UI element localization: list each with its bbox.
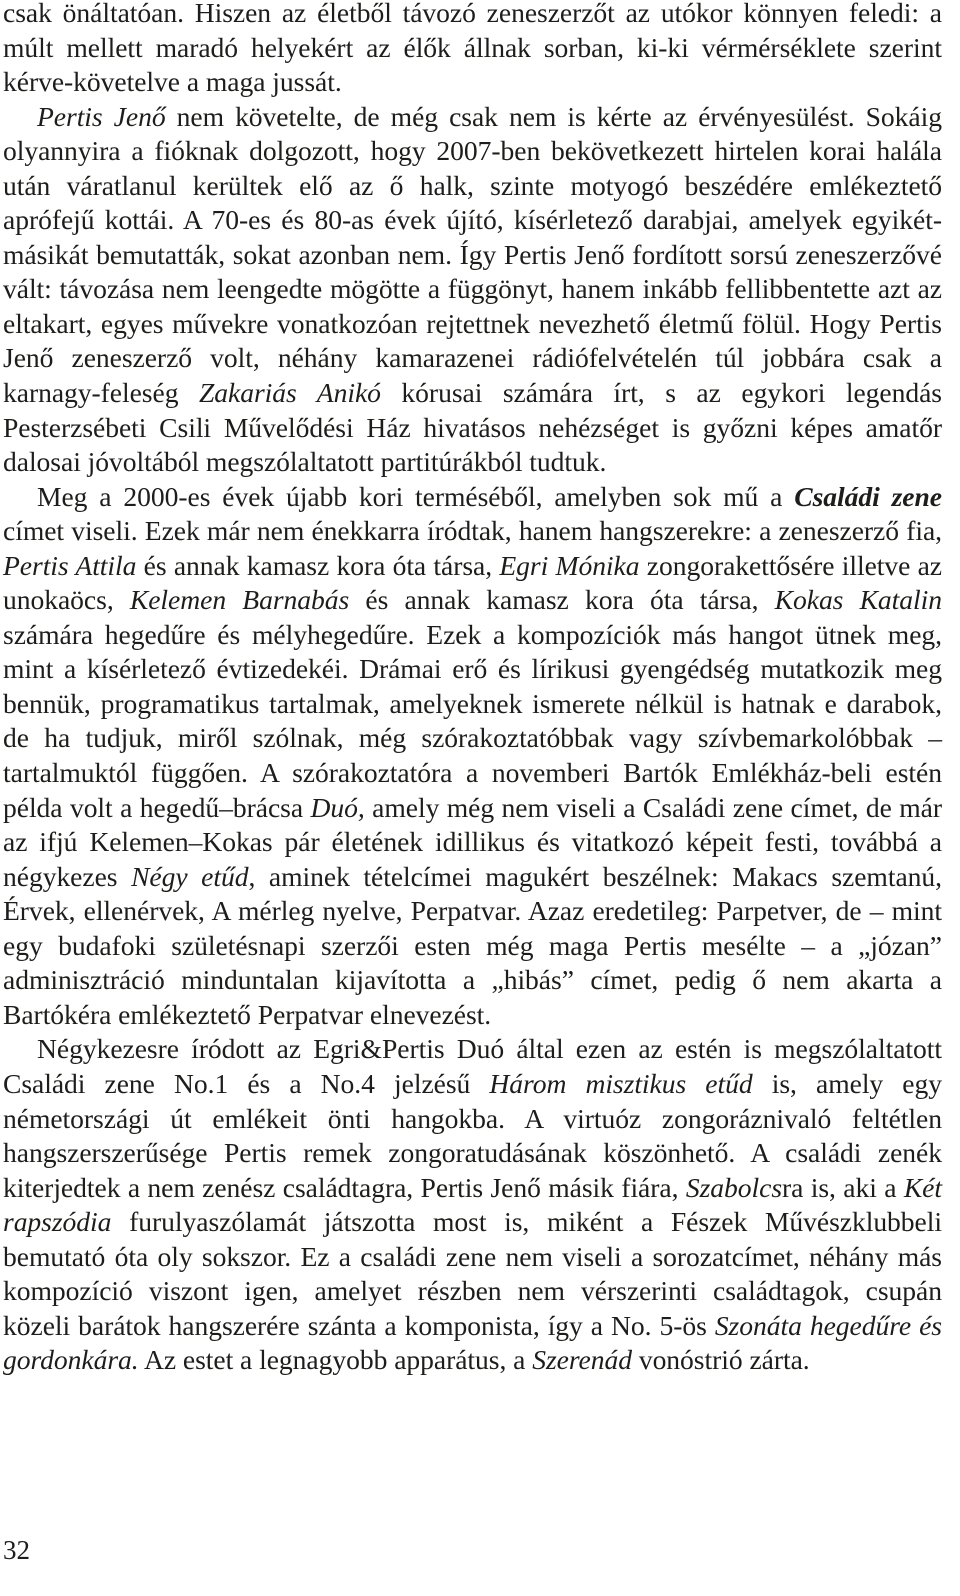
- italic-text: Pertis Jenő: [37, 100, 166, 132]
- text-run: is, amely egy németországi út emlékeit önti hangokba. A virtuóz zongoráznivaló feltétlen hangszerszerűsége Pertis remek zongoratudásának köszönhető. A családi zenék kiterjedtek a nem zenész családtagra, Pertis Jenő másik fiára,: [3, 1067, 942, 1203]
- italic-text: Kelemen Barnabás: [129, 584, 350, 616]
- paragraph: [3, 480, 942, 1033]
- paragraph: [3, 100, 942, 480]
- text-run: , aminek tételcímei magukért beszélnek: Makacs szemtanú, Érvek, ellenérvek, A mérleg nyelve, Perpatvar. Azaz eredetileg: Parpetver, de – mint egy budafoki születésnapi szerzői esten még maga Pertis mesélte – a „józan” adminisztráció minduntalan kijavította a „hibás” címet, pedig ő nem akarta a Bartókéra emlékeztető Perpatvar elnevezést.: [3, 860, 942, 1030]
- bold-title-text: [794, 481, 942, 512]
- text-run: és annak kamasz kora óta társa,: [349, 584, 775, 616]
- text-run: zongorakettősére illetve az unokaöcs,: [3, 549, 942, 616]
- paragraph: [3, 0, 942, 100]
- page-number: 32: [3, 1535, 30, 1565]
- italic-text: Egri Mónika: [499, 549, 640, 581]
- italic-text: Szabolcs: [685, 1171, 783, 1203]
- italic-text: Duó,: [310, 791, 365, 823]
- text-run: ra is, aki a: [782, 1171, 904, 1203]
- italic-text: Három misztikus etűd: [489, 1067, 753, 1099]
- italic-text: Négy etűd: [131, 860, 249, 892]
- text-run: amely még nem viseli a Családi zene címet, de már az ifjú Kelemen–Kokas pár életének idillikus és vitatkozó képeit festi, továbbá a négykezes: [3, 791, 942, 892]
- text-run: Meg a 2000-es évek újabb kori terméséből, amelyben sok mű a: [37, 480, 795, 512]
- text-run: vonóstrió zárta.: [631, 1344, 810, 1376]
- text-run: és annak kamasz kora óta társa,: [136, 549, 500, 581]
- italic-text: Zakariás Anikó: [199, 377, 381, 409]
- italic-text: Kokas Katalin: [774, 584, 943, 616]
- body-text: [3, 0, 942, 1378]
- italic-text: Szerenád: [532, 1344, 632, 1376]
- text-run: kórusai számára írt, s az egykori legendás Pesterzsébeti Csili Művelődési Ház hivatásos nehézséget is győzni képes amatőr dalosai jóvoltából megszólaltatott partitúrákból tudtuk.: [3, 377, 942, 478]
- text-run: címet viseli. Ezek már nem énekkarra íródtak, hanem hangszerekre: a zeneszerző fia,: [3, 515, 942, 547]
- italic-text: Két rapszódia: [3, 1171, 942, 1238]
- paragraph: [3, 1032, 942, 1377]
- text-run: furulyaszólamát játszotta most is, miként a Fészek Művészklubbeli bemutató óta oly sokszor. Ez a családi zene nem viseli a sorozatcímet, néhány más kompozíció viszont igen, amelyet részben nem vérszerinti családtagok, csupán közeli barátok hangszerére szánta a komponista, így a No. 5-ös: [3, 1206, 942, 1341]
- text-run: Az estet a legnagyobb apparátus, a: [138, 1344, 533, 1376]
- text-run: nem követelte, de még csak nem is kérte az érvényesülést. Sokáig olyannyira a fióknak dolgozott, hogy 2007-ben bekövetkezett hirtelen korai halála után váratlanul kerültek elő az ő halk, szinte motyogó beszédére emlékeztető aprófejű kottái. A 70-es és 80-as évek újító, kísérletező darabjai, amelyek egyikét-másikát bemutatták, sokat azonban nem. Így Pertis Jenő fordított sorsú zeneszerzővé vált: távozása nem leengedte mögötte a függönyt, hanem inkább fellibbentette azt az eltakart, egyes művekre vonatkozóan rejtettnek nevezhető életmű fölül. Hogy Pertis Jenő zeneszerző volt, néhány kamarazenei rádiófelvételén túl jobbára csak a karnagy-feleség: [3, 100, 942, 409]
- italic-text: Pertis Attila: [3, 549, 137, 581]
- text-run: csak önáltatóan. Hiszen az életből távozó zeneszerzőt az utókor könnyen feledi: a múlt mellett maradó helyekért az élők állnak sorban, ki-ki vérmérséklete szerint kérve-követelve a maga jussát.: [3, 0, 942, 98]
- text-run: Négykezesre íródott az Egri&Pertis Duó által ezen az estén is megszólaltatott Családi zene No.1 és a No.4 jelzésű: [3, 1033, 942, 1099]
- text-run: számára hegedűre és mélyhegedűre. Ezek a kompozíciók más hangot ütnek meg, mint a kísérletező évtizedekéi. Drámai erő és lírikusi gyengédség mutatkozik meg bennük, programatikus tartalmak, amelyeknek ismerete nélkül is hatnak e darabok, de ha tudjuk, miről szólnak, még szórakoztatóbbak vagy szívbemarkolóbbak – tartalmuktól függően. A szórakoztatóra a novemberi Bartók Emlékház-beli estén példa volt a hegedű–brácsa: [3, 618, 942, 823]
- emphasis-text: Családi zene: [794, 480, 942, 512]
- italic-text: Szonáta hegedűre és gordonkára.: [3, 1309, 942, 1376]
